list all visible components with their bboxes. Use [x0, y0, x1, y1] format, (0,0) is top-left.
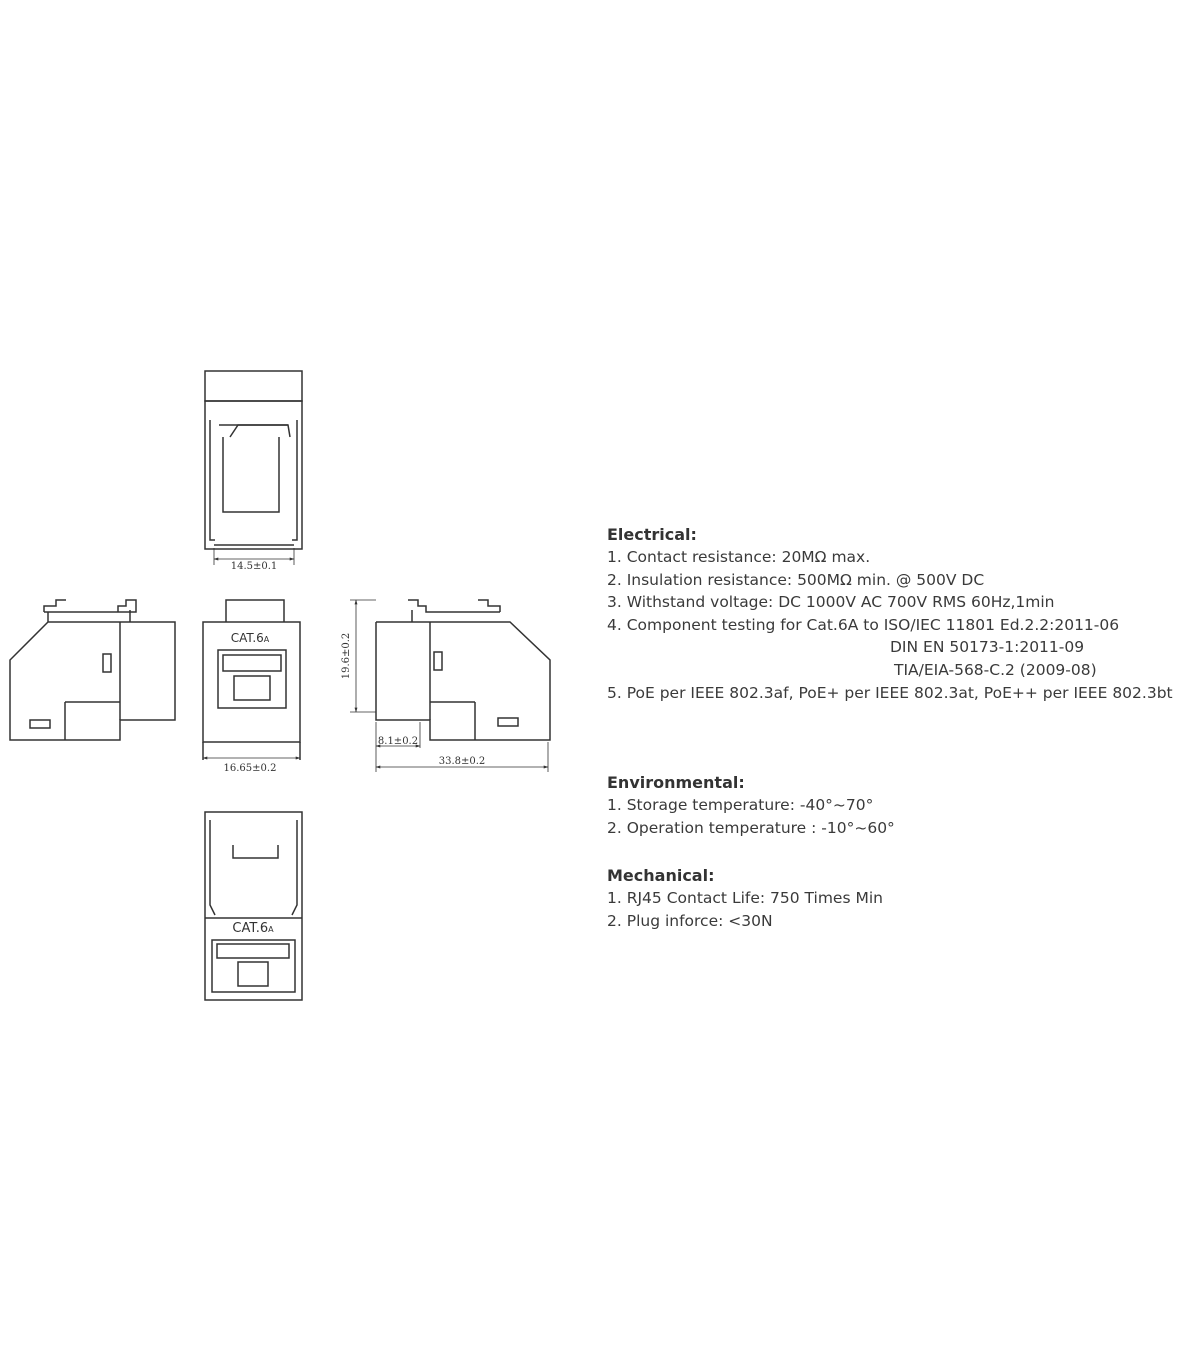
environmental-heading: Environmental: — [607, 773, 745, 793]
spec-item-continuation: DIN EN 50173-1:2011-09 — [890, 638, 1085, 657]
spec-item: 4. Component testing for Cat.6A to ISO/IEC 11801 Ed.2.2:2011-06 — [607, 615, 1120, 634]
spec-item: 2. Operation temperature : -10°~60° — [607, 818, 895, 837]
spec-item: 3. Withstand voltage: DC 1000V AC 700V RMS 60Hz,1min — [607, 593, 1055, 612]
dim-top-width: 14.5±0.1 — [230, 561, 278, 572]
electrical-heading: Electrical: — [607, 525, 697, 544]
dim-side-length: 33.8±0.2 — [438, 756, 486, 767]
dim-side-height: 19.6±0.2 — [341, 632, 352, 680]
top-width-dimension — [214, 548, 294, 572]
electrical-section — [607, 524, 1200, 704]
environmental-section — [607, 772, 1200, 839]
spec-item: 1. Contact resistance: 20MΩ max. — [607, 548, 871, 566]
bottom-cat-label: CAT.6A — [232, 921, 274, 936]
spec-item: 1. Storage temperature: -40°~70° — [607, 796, 874, 815]
spec-item-continuation: TIA/EIA-568-C.2 (2009-08) — [894, 660, 1097, 679]
spec-item: 2. Plug inforce: <30N — [607, 911, 773, 930]
front-view — [203, 600, 300, 760]
right-side-view — [376, 600, 550, 740]
left-side-view — [10, 600, 175, 740]
top-view — [205, 371, 302, 549]
spec-item: 5. PoE per IEEE 802.3af, PoE+ per IEEE 802.3at, PoE++ per IEEE 802.3bt — [607, 683, 1173, 702]
front-width-dimension — [203, 758, 300, 774]
dim-front-width: 16.65±0.2 — [223, 763, 277, 774]
mechanical-heading: Mechanical: — [607, 866, 715, 886]
front-cat-label: CAT.6A — [230, 631, 270, 645]
right-short-dimension — [376, 722, 420, 772]
bottom-view — [205, 812, 302, 1000]
right-height-dimension — [341, 600, 376, 712]
spec-item: 1. RJ45 Contact Life: 750 Times Min — [607, 889, 883, 908]
specifications — [607, 524, 1200, 959]
mechanical-section — [607, 865, 1200, 932]
spec-item: 2. Insulation resistance: 500MΩ min. @ 500V DC — [607, 570, 985, 589]
dim-side-short: 8.1±0.2 — [377, 736, 419, 747]
